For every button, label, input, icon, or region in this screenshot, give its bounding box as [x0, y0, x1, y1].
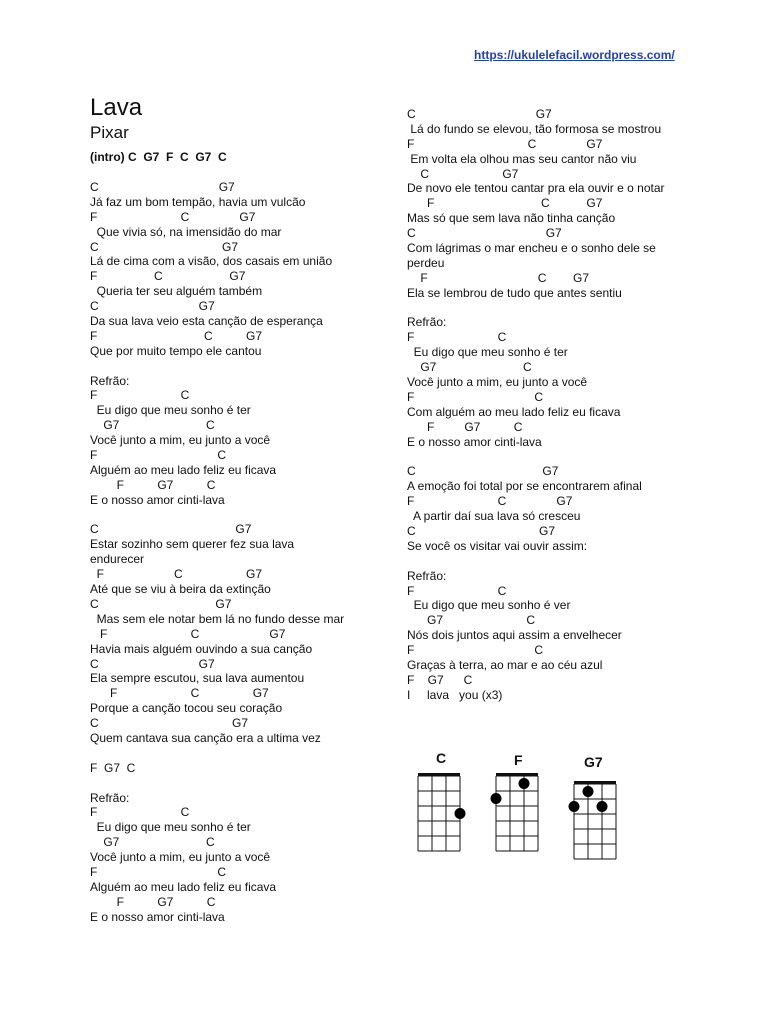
chord-line: C G7 [90, 522, 252, 537]
blank-line [407, 301, 707, 316]
song-title: Lava [90, 94, 143, 121]
blank-line [90, 359, 390, 374]
lyric-line: Havia mais alguém ouvindo a sua canção [90, 641, 313, 656]
chord-line: C G7 [407, 107, 552, 121]
f-chord-grid-icon [492, 770, 552, 870]
chord-line: C G7 [90, 596, 232, 611]
finger-dot [583, 786, 594, 797]
lyric-line: I lava you (x3) [407, 687, 503, 702]
chord-line: F G7 C [90, 760, 136, 775]
lyric-line: De novo ele tentou cantar pra ela ouvir e o notar [407, 181, 665, 196]
chord-line: C G7 [407, 523, 556, 538]
lyric-line: Lá de cima com a visão, dos casais em união [90, 254, 333, 269]
chord-line: C G7 [90, 656, 215, 671]
chord-line: F C G7 [407, 494, 573, 509]
lyric-line: Já faz um bom tempão, havia um vulcão [90, 194, 306, 209]
chord-line: C G7 [407, 226, 562, 241]
chord-line: G7 C [407, 360, 532, 375]
lyric-line: Você junto a mim, eu junto a você [407, 375, 588, 390]
lyric-line: Se você os visitar vai ouvir assim: [407, 538, 588, 553]
chord-line: F C [407, 583, 507, 598]
lyric-line: Eu digo que meu sonho é ter [90, 403, 251, 418]
chord-line: F C G7 [90, 626, 286, 641]
chord-line: F C [407, 389, 544, 404]
chord-line: G7 C [90, 418, 215, 433]
lyrics-column-right [407, 107, 707, 703]
lyric-line: E o nosso amor cinti-lava [90, 909, 225, 924]
lyric-line: Nós dois juntos aqui assim a envelhecer [407, 628, 622, 643]
chord-line: F C G7 [407, 136, 603, 151]
finger-dot [569, 801, 580, 812]
lyric-line: endurecer [90, 552, 145, 567]
chord-line: F C G7 [90, 567, 263, 582]
chord-line: C G7 [407, 166, 519, 181]
c-chord-grid-icon [414, 770, 474, 870]
chord-line: C G7 [407, 464, 559, 479]
lyric-line: Que por muito tempo ele cantou [90, 343, 262, 358]
chord-line: F C G7 [90, 328, 263, 343]
lyric-line: A partir daí sua lava só cresceu [407, 509, 581, 524]
finger-dot [519, 778, 530, 789]
lyric-line: Mas só que sem lava não tinha canção [407, 211, 616, 226]
lyric-line: Estar sozinho sem querer fez sua lava [90, 537, 295, 552]
lyric-line: Eu digo que meu sonho é ver [407, 598, 571, 613]
intro-chords: (intro) C G7 F C G7 C [90, 150, 227, 164]
lyric-line: Refrão: [90, 790, 130, 805]
finger-dot [597, 801, 608, 812]
blank-line [90, 508, 390, 523]
song-artist: Pixar [90, 123, 129, 142]
chord-line: F C [407, 643, 544, 658]
blank-line [90, 776, 390, 791]
lyric-line: Alguém ao meu lado feliz eu ficava [90, 879, 277, 894]
finger-dot [455, 808, 466, 819]
chord-line: C G7 [90, 239, 239, 254]
chord-line: C G7 [90, 299, 215, 314]
lyric-line: Queria ter seu alguém também [90, 284, 263, 299]
lyric-line: Refrão: [407, 315, 447, 330]
chord-line: F C G7 [407, 270, 590, 285]
lyric-line: perdeu [407, 255, 445, 270]
g7-chord-grid-icon [570, 770, 630, 870]
lyric-line: Refrão: [90, 373, 130, 388]
chord-line: F C [90, 448, 227, 463]
lyric-line: Até que se viu à beira da extinção [90, 582, 271, 597]
chord-line: F G7 C [407, 419, 523, 434]
lyric-line: Eu digo que meu sonho é ter [407, 345, 568, 360]
chord-line: F G7 C [90, 894, 216, 909]
lyric-line: Que vivia só, na imensidão do mar [90, 224, 282, 239]
chord-line: F C [90, 864, 227, 879]
chord-line: C G7 [90, 180, 235, 194]
lyric-line: Refrão: [407, 568, 447, 583]
lyric-line: Eu digo que meu sonho é ter [90, 820, 251, 835]
lyric-line: Com alguém ao meu lado feliz eu ficava [407, 404, 621, 419]
lyric-line: Porque a canção tocou seu coração [90, 701, 283, 716]
lyric-line: Quem cantava sua canção era a ultima vez [90, 730, 321, 745]
lyric-line: Em volta ela olhou mas seu cantor não viu [407, 151, 637, 166]
lyric-line: Alguém ao meu lado feliz eu ficava [90, 462, 277, 477]
chord-line: F G7 C [407, 672, 473, 687]
chord-line: F C G7 [90, 686, 269, 701]
chord-line: F C [407, 330, 507, 345]
chord-line: F C G7 [90, 209, 256, 224]
chord-line: F C G7 [90, 269, 246, 284]
lyric-line: Lá do fundo se elevou, tão formosa se mostrou [407, 121, 662, 136]
chord-line: G7 C [407, 613, 536, 628]
chord-line: F C [90, 388, 190, 403]
chord-line: G7 C [90, 835, 215, 850]
lyric-line: Graças à terra, ao mar e ao céu azul [407, 657, 603, 672]
blank-line [407, 554, 707, 569]
chord-line: C G7 [90, 716, 249, 731]
lyric-line: Ela se lembrou de tudo que antes sentiu [407, 285, 622, 300]
chord-line: F C G7 [407, 196, 603, 211]
lyric-line: Você junto a mim, eu junto a você [90, 850, 271, 865]
chord-name: G7 [584, 754, 603, 770]
lyric-line: Ela sempre escutou, sua lava aumentou [90, 671, 305, 686]
chord-name: C [436, 750, 447, 766]
lyric-line: Da sua lava veio esta canção de esperança [90, 314, 323, 329]
source-url-link[interactable]: https://ukulelefacil.wordpress.com/ [474, 48, 675, 62]
lyric-line: Você junto a mim, eu junto a você [90, 433, 271, 448]
chord-name: F [514, 752, 523, 768]
chord-line: F C [90, 805, 190, 820]
blank-line [407, 449, 707, 464]
lyric-line: E o nosso amor cinti-lava [90, 492, 225, 507]
chord-diagrams [410, 750, 650, 870]
lyrics-column-left [90, 180, 390, 925]
blank-line [90, 746, 390, 761]
lyric-line: E o nosso amor cinti-lava [407, 434, 542, 449]
lyric-line: Com lágrimas o mar encheu e o sonho dele se [407, 241, 656, 256]
chord-line: F G7 C [90, 477, 216, 492]
finger-dot [491, 793, 502, 804]
lyric-line: Mas sem ele notar bem lá no fundo desse mar [90, 611, 345, 626]
lyric-line: A emoção foi total por se encontrarem afinal [407, 479, 642, 494]
